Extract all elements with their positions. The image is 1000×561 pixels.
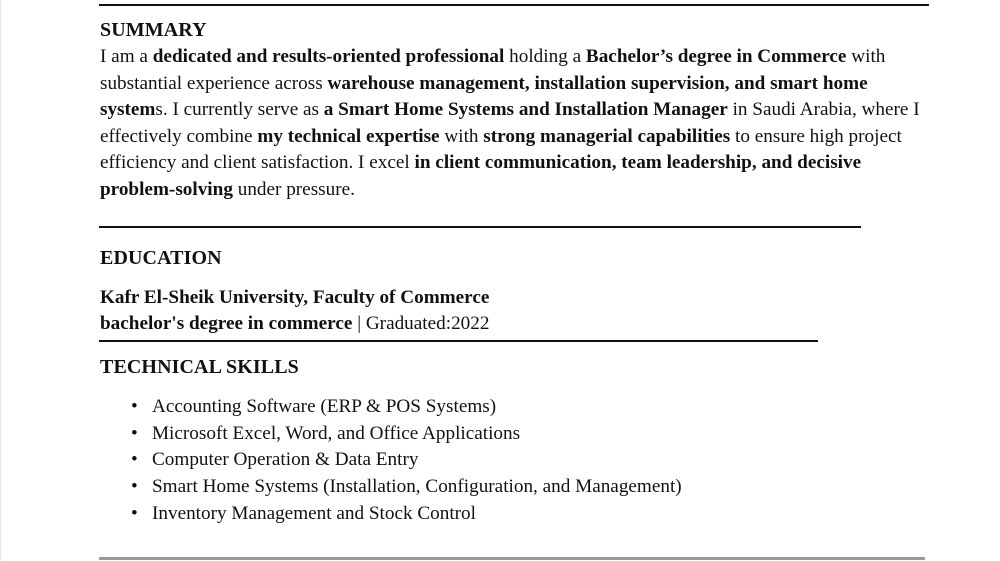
technical-skills-heading: TECHNICAL SKILLS (100, 356, 299, 378)
skill-text: Accounting Software (ERP & POS Systems) (152, 396, 497, 417)
education-separator: | (352, 313, 366, 334)
summary-emphasis: my technical expertise (257, 125, 440, 147)
summary-text-run: with substantial experience across (100, 46, 886, 94)
list-item (100, 421, 682, 448)
technical-skills-list (100, 394, 682, 528)
summary-emphasis: a Smart Home Systems and Installation Manager (323, 99, 728, 121)
summary-text-run: holding a (504, 46, 586, 67)
summary-divider (99, 226, 861, 228)
list-item (100, 394, 682, 421)
bullet-icon: • (131, 396, 138, 417)
top-divider (99, 4, 929, 6)
bottom-divider (99, 557, 925, 560)
bullet-icon: • (131, 476, 138, 498)
education-heading: EDUCATION (100, 247, 222, 269)
list-item (100, 447, 682, 474)
summary-emphasis: dedicated and results-oriented professional (152, 46, 505, 67)
bullet-icon: • (131, 502, 138, 524)
skill-text: Computer Operation & Data Entry (152, 449, 419, 471)
summary-text-run: with (439, 125, 484, 147)
skill-text: Inventory Management and Stock Control (152, 502, 476, 524)
education-graduated: Graduated:2022 (365, 313, 490, 334)
skill-text: Smart Home Systems (Installation, Configuration, and Management) (152, 476, 682, 498)
summary-emphasis: Bachelor’s degree in Commerce (585, 46, 847, 67)
summary-text-run: s. I currently serve as (155, 99, 324, 121)
summary-emphasis: in client communication, team leadership, and decisive problem-solving (100, 152, 862, 200)
summary-text-run: under pressure. (232, 178, 355, 200)
summary-text-run: in Saudi Arabia, where I effectively combine (100, 99, 920, 147)
summary-emphasis: strong managerial capabilities (483, 125, 731, 147)
education-degree: bachelor's degree in commerce (100, 313, 353, 334)
skill-text: Microsoft Excel, Word, and Office Applications (152, 422, 521, 444)
page-left-border (0, 0, 1, 561)
bullet-icon: • (131, 449, 138, 471)
summary-text-run: I am a (100, 46, 153, 67)
list-item (100, 474, 682, 501)
education-divider (99, 340, 818, 342)
summary-text-run: to ensure high project efficiency and client satisfaction. I excel (100, 125, 902, 174)
education-institution: Kafr El-Sheik University, Faculty of Commerce (100, 287, 490, 308)
bullet-icon: • (131, 422, 138, 444)
education-degree-line (100, 311, 489, 337)
summary-emphasis: warehouse management, installation supervision, and smart home system (100, 72, 868, 121)
list-item (100, 501, 682, 528)
summary-heading: SUMMARY (100, 19, 207, 41)
summary-paragraph (100, 44, 930, 204)
